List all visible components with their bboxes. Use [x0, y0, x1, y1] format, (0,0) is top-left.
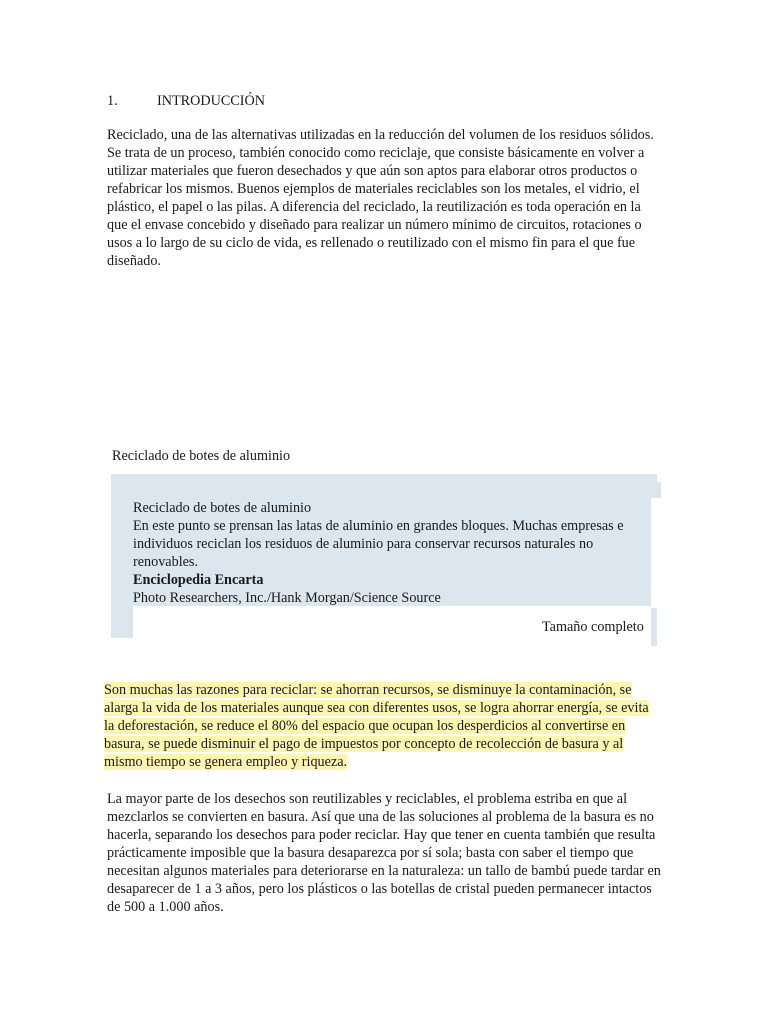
figure-box-edge: [111, 600, 133, 638]
figure-source: Enciclopedia Encarta: [133, 572, 264, 588]
figure-description: En este punto se prensan las latas de aluminio en grandes bloques. Muchas empresas e individuos reciclan los residuos de aluminio para conservar recursos naturales no renovables.: [133, 518, 624, 570]
figure-caption-title: Reciclado de botes de aluminio: [112, 448, 291, 464]
closing-paragraph: La mayor parte de los desechos son reutilizables y reciclables, el problema estriba en que al mezclarlos se convierten en basura. Así que una de las soluciones al problema de la basura es no hacerla, separando los desechos para poder reciclar. Hay que tener en cuenta también que resulta prácticamente imposible que la basura desaparezca por sí sola; basta con saber el tiempo que necesitan algunos materiales para deteriorarse en la naturaleza: un tallo de bambú puede tardar en desaparecer de 1 a 3 años, pero los plásticos o las botellas de cristal pueden permanecer intactos de 500 a 1.000 años.: [107, 791, 661, 915]
figure-box-edge: [651, 482, 661, 498]
figure-box-title: Reciclado de botes de aluminio: [133, 500, 312, 516]
section-number: 1.: [107, 93, 118, 109]
figure-credit: Photo Researchers, Inc./Hank Morgan/Science Source: [133, 590, 441, 606]
full-size-link[interactable]: Tamaño completo: [542, 619, 644, 635]
section-heading: [107, 92, 265, 110]
intro-paragraph: Reciclado, una de las alternativas utilizadas en la reducción del volumen de los residuos sólidos. Se trata de un proceso, también conocido como reciclaje, que consiste básicamente en volver a utilizar materiales que fueron desechados y que aún son aptos para elaborar otros productos o refabricar los mismos. Buenos ejemplos de materiales reciclables son los metales, el vidrio, el plástico, el papel o las pilas. A diferencia del reciclado, la reutilización es toda operación en la que el envase concebido y diseñado para realizar un número mínimo de circuitos, rotaciones o usos a lo largo de su ciclo de vida, es rellenado o reutilizado con el mismo fin para el que fue diseñado.: [107, 127, 654, 269]
highlighted-text: Son muchas las razones para reciclar: se ahorran recursos, se disminuye la contaminación, se alarga la vida de los materiales aunque sea con diferentes usos, se logra ahorrar energía, se evita la deforestación, se reduce el 80% del espacio que ocupan los desperdicios al convertirse en basura, se puede disminuir el pago de impuestos por concepto de recolección de basura y al mismo tiempo se genera empleo y riqueza.: [104, 682, 649, 770]
figure-caption-text: [133, 499, 649, 607]
highlighted-paragraph: [104, 681, 660, 771]
figure-box-edge: [651, 608, 657, 646]
section-title: INTRODUCCIÓN: [157, 93, 265, 109]
